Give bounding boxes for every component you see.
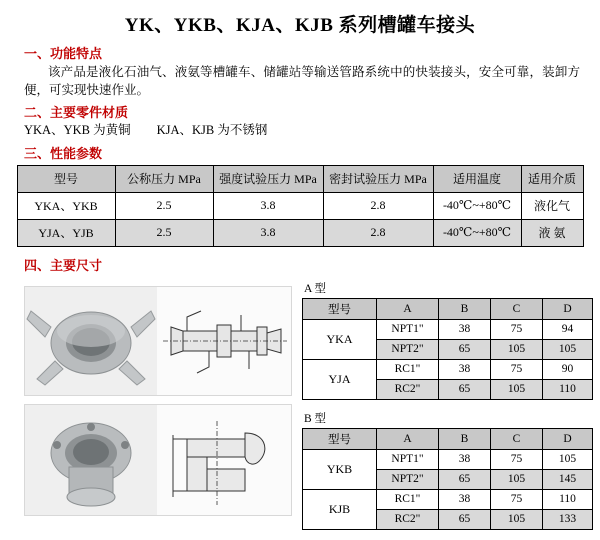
cell-a: NPT1": [377, 319, 439, 339]
col-header-model: 型号: [303, 298, 377, 319]
cell-c: 105: [491, 509, 543, 529]
section-heading-features: 一、功能特点: [24, 46, 103, 61]
col-header-c: C: [491, 428, 543, 449]
col-header-b: B: [439, 298, 491, 319]
coupling-drawing-b-icon: [157, 405, 291, 515]
cell-medium: 液化气: [521, 192, 583, 219]
table-row: [303, 359, 593, 379]
cell-b: 65: [439, 469, 491, 489]
cell-model: YKA、YKB: [17, 192, 115, 219]
col-header-temperature: 适用温度: [433, 165, 521, 192]
coupling-photo-b-icon: [25, 405, 157, 515]
col-header-a: A: [377, 428, 439, 449]
materials-steel: KJA、KJB 为不锈钢: [156, 123, 268, 138]
cell-model: KJB: [303, 489, 377, 529]
materials-brass: YKA、YKB 为黄铜: [24, 123, 131, 138]
col-header-d: D: [543, 428, 593, 449]
cell-a: NPT2": [377, 339, 439, 359]
cell-seal-pressure: 2.8: [323, 192, 433, 219]
cell-model: YKB: [303, 449, 377, 489]
cell-d: 110: [543, 489, 593, 509]
cell-medium: 液 氨: [521, 219, 583, 246]
cell-b: 38: [439, 319, 491, 339]
table-row: [17, 219, 583, 246]
cell-d: 133: [543, 509, 593, 529]
document-page: [0, 10, 600, 526]
col-header-model: 型号: [17, 165, 115, 192]
type-b-label: B 型: [304, 412, 327, 425]
dimension-table-a: [302, 298, 593, 400]
cell-a: RC2": [377, 509, 439, 529]
cell-model: YKA: [303, 319, 377, 359]
cell-model: YJA、YJB: [17, 219, 115, 246]
cell-d: 94: [543, 319, 593, 339]
cell-d: 105: [543, 449, 593, 469]
cell-c: 105: [491, 339, 543, 359]
cell-c: 75: [491, 319, 543, 339]
cell-b: 38: [439, 489, 491, 509]
figure-a: [24, 286, 292, 396]
cell-c: 105: [491, 379, 543, 399]
table-row: [17, 192, 583, 219]
cell-d: 110: [543, 379, 593, 399]
cell-a: RC1": [377, 489, 439, 509]
table-header-row: [17, 165, 583, 192]
col-header-d: D: [543, 298, 593, 319]
cell-nominal-pressure: 2.5: [115, 219, 213, 246]
col-header-medium: 适用介质: [521, 165, 583, 192]
cell-d: 105: [543, 339, 593, 359]
image-column: [24, 286, 294, 524]
cell-b: 38: [439, 449, 491, 469]
col-header-strength-pressure: 强度试验压力 MPa: [213, 165, 323, 192]
coupling-drawing-a: [157, 287, 291, 395]
materials-paragraph: [24, 122, 580, 140]
table-header-row: [303, 428, 593, 449]
type-a-label: A 型: [304, 282, 327, 295]
cell-a: NPT1": [377, 449, 439, 469]
coupling-photo-b: [25, 405, 157, 515]
cell-c: 75: [491, 359, 543, 379]
cell-a: NPT2": [377, 469, 439, 489]
cell-model: YJA: [303, 359, 377, 399]
col-header-c: C: [491, 298, 543, 319]
col-header-a: A: [377, 298, 439, 319]
section-heading-performance: 三、性能参数: [24, 145, 103, 161]
cell-temperature: -40℃~+80℃: [433, 219, 521, 246]
dimension-tables-column: [302, 280, 598, 540]
table-row: [303, 489, 593, 509]
cell-seal-pressure: 2.8: [323, 219, 433, 246]
col-header-b: B: [439, 428, 491, 449]
table-row: [303, 319, 593, 339]
section-heading-dimensions: 四、主要尺寸: [24, 257, 103, 273]
cell-strength-pressure: 3.8: [213, 219, 323, 246]
table-header-row: [303, 298, 593, 319]
col-header-nominal-pressure: 公称压力 MPa: [115, 165, 213, 192]
cell-a: RC1": [377, 359, 439, 379]
cell-c: 105: [491, 469, 543, 489]
cell-a: RC2": [377, 379, 439, 399]
cell-b: 65: [439, 379, 491, 399]
col-header-model: 型号: [303, 428, 377, 449]
coupling-drawing-b: [157, 405, 291, 515]
page-title: YK、YKB、KJA、KJB 系列槽罐车接头: [124, 15, 476, 36]
cell-nominal-pressure: 2.5: [115, 192, 213, 219]
cell-temperature: -40℃~+80℃: [433, 192, 521, 219]
figure-b: [24, 404, 292, 516]
table-row: [303, 449, 593, 469]
coupling-photo-a-icon: [25, 287, 157, 395]
cell-c: 75: [491, 449, 543, 469]
features-paragraph: 该产品是液化石油气、液氨等槽罐车、储罐站等输送管路系统中的快装接头，安全可靠，装卸方便，可实现快速作业。: [24, 65, 580, 98]
performance-table: [17, 165, 584, 247]
coupling-photo-a: [25, 287, 157, 395]
cell-b: 38: [439, 359, 491, 379]
col-header-seal-pressure: 密封试验压力 MPa: [323, 165, 433, 192]
cell-d: 145: [543, 469, 593, 489]
cell-b: 65: [439, 339, 491, 359]
section-heading-materials: 二、主要零件材质: [24, 105, 129, 121]
dimension-table-b: [302, 428, 593, 530]
cell-b: 65: [439, 509, 491, 529]
cell-c: 75: [491, 489, 543, 509]
dimensions-section: [10, 280, 590, 526]
cell-d: 90: [543, 359, 593, 379]
coupling-drawing-a-icon: [157, 287, 291, 395]
cell-strength-pressure: 3.8: [213, 192, 323, 219]
